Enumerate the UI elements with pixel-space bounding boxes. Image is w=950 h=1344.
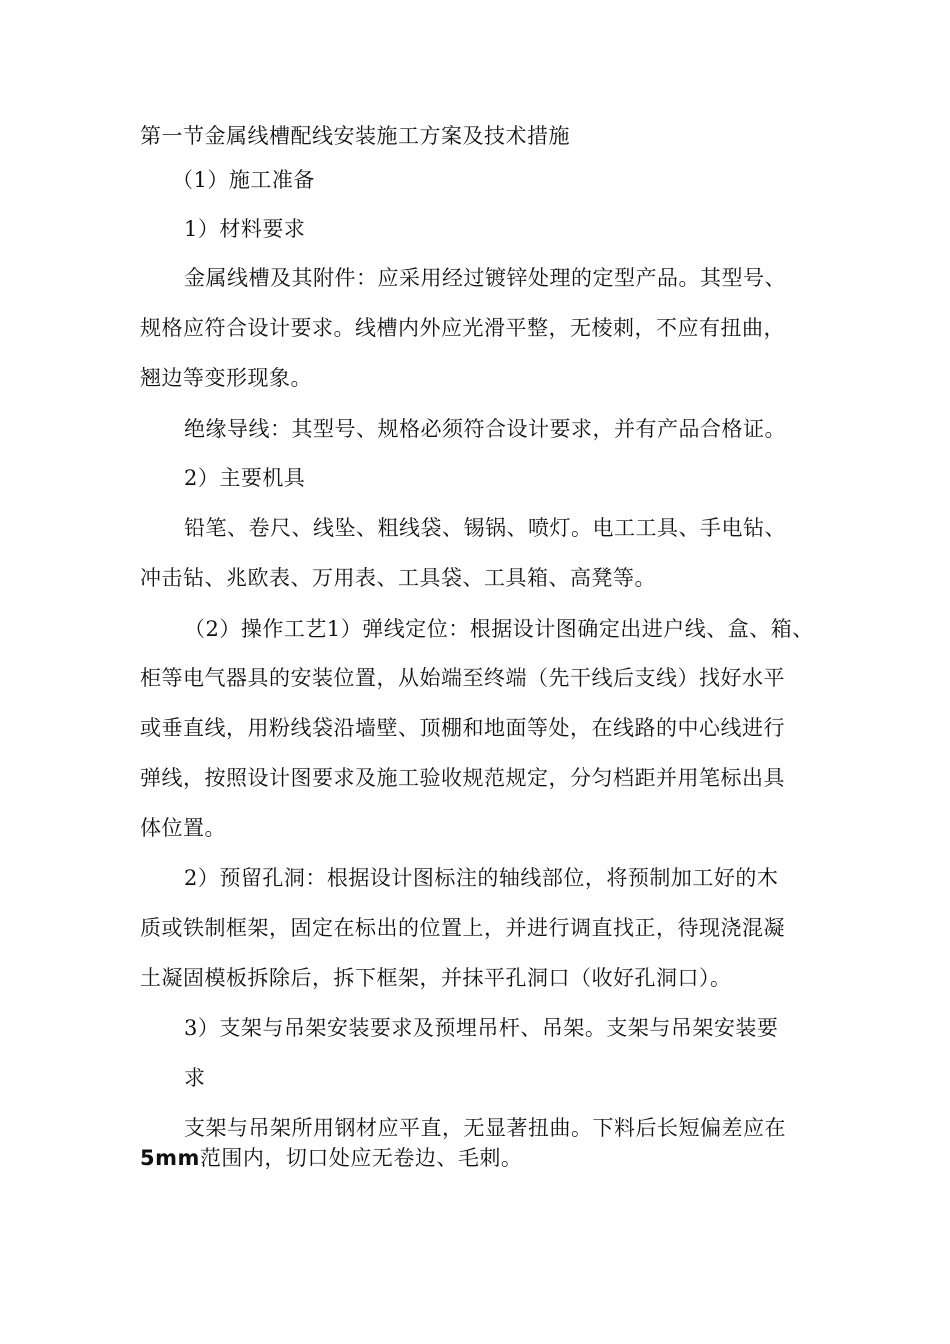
paragraph-line: 2）预留孔洞：根据设计图标注的轴线部位，将预制加工好的木: [184, 866, 779, 890]
subheading-tools: 2）主要机具: [184, 466, 306, 490]
paragraph-line: 支架与吊架所用钢材应平直，无显著扭曲。下料后长短偏差应在: [184, 1116, 786, 1140]
paragraph-line: 3）支架与吊架安装要求及预埋吊杆、吊架。支架与吊架安装要: [184, 1016, 779, 1040]
subheading-materials: 1）材料要求: [184, 217, 306, 241]
paragraph-line: 弹线，按照设计图要求及施工验收规范规定，分匀档距并用笔标出具: [140, 766, 785, 790]
paragraph-line: 绝缘导线：其型号、规格必须符合设计要求，并有产品合格证。: [184, 417, 786, 441]
section-heading: 第一节金属线槽配线安装施工方案及技术措施: [140, 124, 570, 148]
paragraph-line: 铅笔、卷尺、线坠、粗线袋、锡锅、喷灯。电工工具、手电钻、: [184, 516, 786, 540]
paragraph-line: 质或铁制框架，固定在标出的位置上，并进行调直找正，待现浇混凝: [140, 916, 785, 940]
subheading-preparation: （1）施工准备: [172, 168, 315, 192]
paragraph-line: 翘边等变形现象。: [140, 366, 312, 390]
paragraph-line: 规格应符合设计要求。线槽内外应光滑平整，无棱刺，不应有扭曲，: [140, 316, 785, 340]
paragraph-line: 金属线槽及其附件：应采用经过镀锌处理的定型产品。其型号、: [184, 266, 786, 290]
measurement-value: 5mm: [140, 1146, 200, 1170]
paragraph-line: 求: [184, 1066, 206, 1090]
paragraph-line: 柜等电气器具的安装位置，从始端至终端（先干线后支线）找好水平: [140, 666, 785, 690]
paragraph-line: （2）操作工艺1）弹线定位：根据设计图确定出进户线、盒、箱、: [184, 617, 814, 641]
paragraph-line: 或垂直线，用粉线袋沿墙壁、顶棚和地面等处，在线路的中心线进行: [140, 716, 785, 740]
paragraph-line: 冲击钻、兆欧表、万用表、工具袋、工具箱、高凳等。: [140, 566, 656, 590]
measurement-text: 范围内，切口处应无卷边、毛刺。: [199, 1146, 523, 1170]
paragraph-last-line: [140, 1144, 522, 1172]
paragraph-line: 土凝固模板拆除后，拆下框架，并抹平孔洞口（收好孔洞口）。: [140, 966, 732, 990]
paragraph-line: 体位置。: [140, 816, 226, 840]
